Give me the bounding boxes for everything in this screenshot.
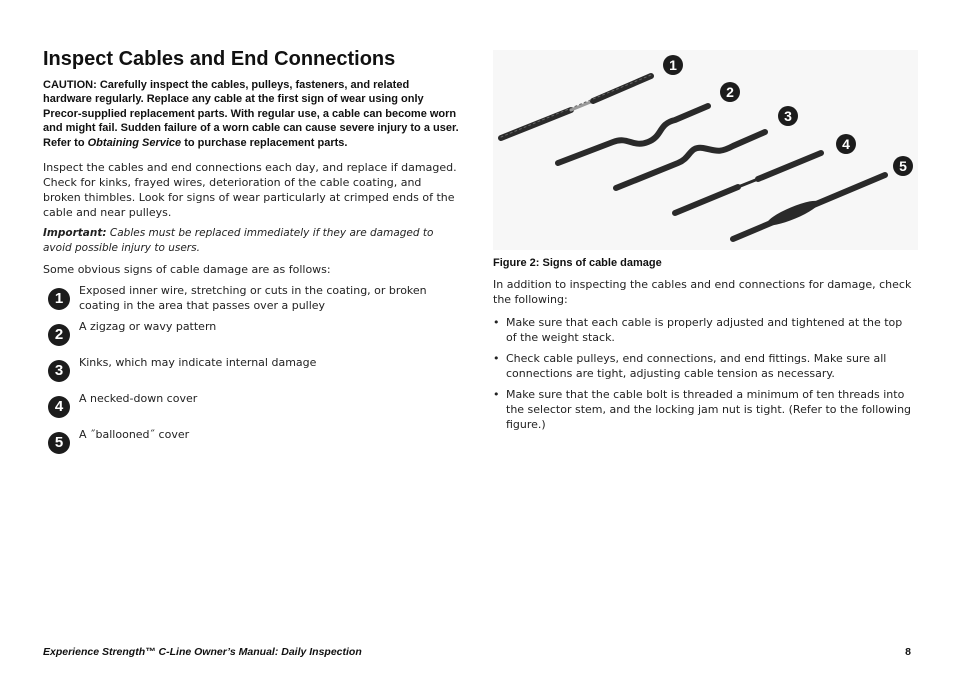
caution-text-end: to purchase replacement parts. bbox=[181, 136, 348, 149]
obtaining-service-link[interactable]: Obtaining Service bbox=[87, 136, 182, 149]
left-column bbox=[43, 78, 461, 463]
damage-signs-list bbox=[43, 283, 461, 463]
number-5-icon: 5 bbox=[48, 432, 70, 454]
bullet-icon: • bbox=[493, 316, 500, 329]
list-item bbox=[493, 387, 913, 432]
damage-sign-item bbox=[43, 427, 461, 463]
number-4-icon: 4 bbox=[48, 396, 70, 418]
marker-4-label: 4 bbox=[842, 136, 850, 152]
bullet-icon: • bbox=[493, 388, 500, 401]
footer-title: Experience Strength™ C-Line Owner’s Manual: Daily Inspection bbox=[43, 646, 362, 658]
damage-sign-text: A ˝ballooned˝ cover bbox=[79, 428, 190, 442]
marker-1-label: 1 bbox=[669, 57, 677, 73]
number-3-icon: 3 bbox=[48, 360, 70, 382]
right-intro: In addition to inspecting the cables and end connections for damage, check the following: bbox=[493, 278, 912, 306]
damage-sign-text: A necked-down cover bbox=[79, 392, 198, 406]
bullet-icon: • bbox=[493, 352, 500, 365]
check-text: Make sure that the cable bolt is threaded a minimum of ten threads into the selector stem, and the locking jam nut is tight. (Refer to the following figure.) bbox=[506, 388, 912, 431]
damage-sign-item bbox=[43, 355, 461, 391]
important-label: Important: bbox=[43, 227, 107, 240]
damage-sign-item bbox=[43, 319, 461, 355]
cable-damage-figure bbox=[493, 50, 918, 250]
number-1-icon: 1 bbox=[48, 288, 70, 310]
damage-sign-item bbox=[43, 391, 461, 427]
caution-text: CAUTION: Carefully inspect the cables, pulleys, fasteners, and related hardware regularly. Replace any cable at the first sign of wear using only Precor-supplied replacement parts. With regular use, a cable can become worn and might fail. Sudden failure of a worn cable can cause severe injury to a user. Refer to bbox=[43, 79, 459, 149]
check-text: Check cable pulleys, end connections, and end fittings. Make sure all connections are tight, adjusting cable tension as necessary. bbox=[506, 352, 887, 380]
caution-paragraph bbox=[43, 78, 461, 150]
intro-paragraph: Inspect the cables and end connections each day, and replace if damaged. Check for kinks, frayed wires, deterioration of the cable coating, and broken thimbles. Look for signs of wear particularly at crimped ends of the cable and near pulleys. bbox=[43, 161, 457, 220]
marker-5-label: 5 bbox=[899, 158, 907, 174]
important-note bbox=[43, 226, 461, 256]
cable-damage-illustration bbox=[493, 50, 918, 250]
check-text: Make sure that each cable is properly adjusted and tightened at the top of the weight stack. bbox=[506, 316, 903, 344]
damage-sign-text: Kinks, which may indicate internal damage bbox=[79, 356, 317, 370]
page-title: Inspect Cables and End Connections bbox=[43, 48, 396, 70]
damage-sign-text: Exposed inner wire, stretching or cuts in the coating, or broken coating in the area that passes over a pulley bbox=[79, 284, 427, 313]
list-item bbox=[493, 315, 913, 345]
damage-sign-item bbox=[43, 283, 461, 319]
number-2-icon: 2 bbox=[48, 324, 70, 346]
right-column bbox=[493, 277, 913, 438]
page-number: 8 bbox=[905, 646, 911, 658]
figure-caption: Figure 2: Signs of cable damage bbox=[493, 257, 662, 269]
signs-intro: Some obvious signs of cable damage are as follows: bbox=[43, 263, 331, 277]
check-list bbox=[493, 315, 913, 432]
damage-sign-text: A zigzag or wavy pattern bbox=[79, 320, 217, 334]
marker-2-label: 2 bbox=[726, 84, 734, 100]
list-item bbox=[493, 351, 913, 381]
important-text: Cables must be replaced immediately if they are damaged to avoid possible injury to users. bbox=[43, 227, 434, 255]
marker-3-label: 3 bbox=[784, 108, 792, 124]
